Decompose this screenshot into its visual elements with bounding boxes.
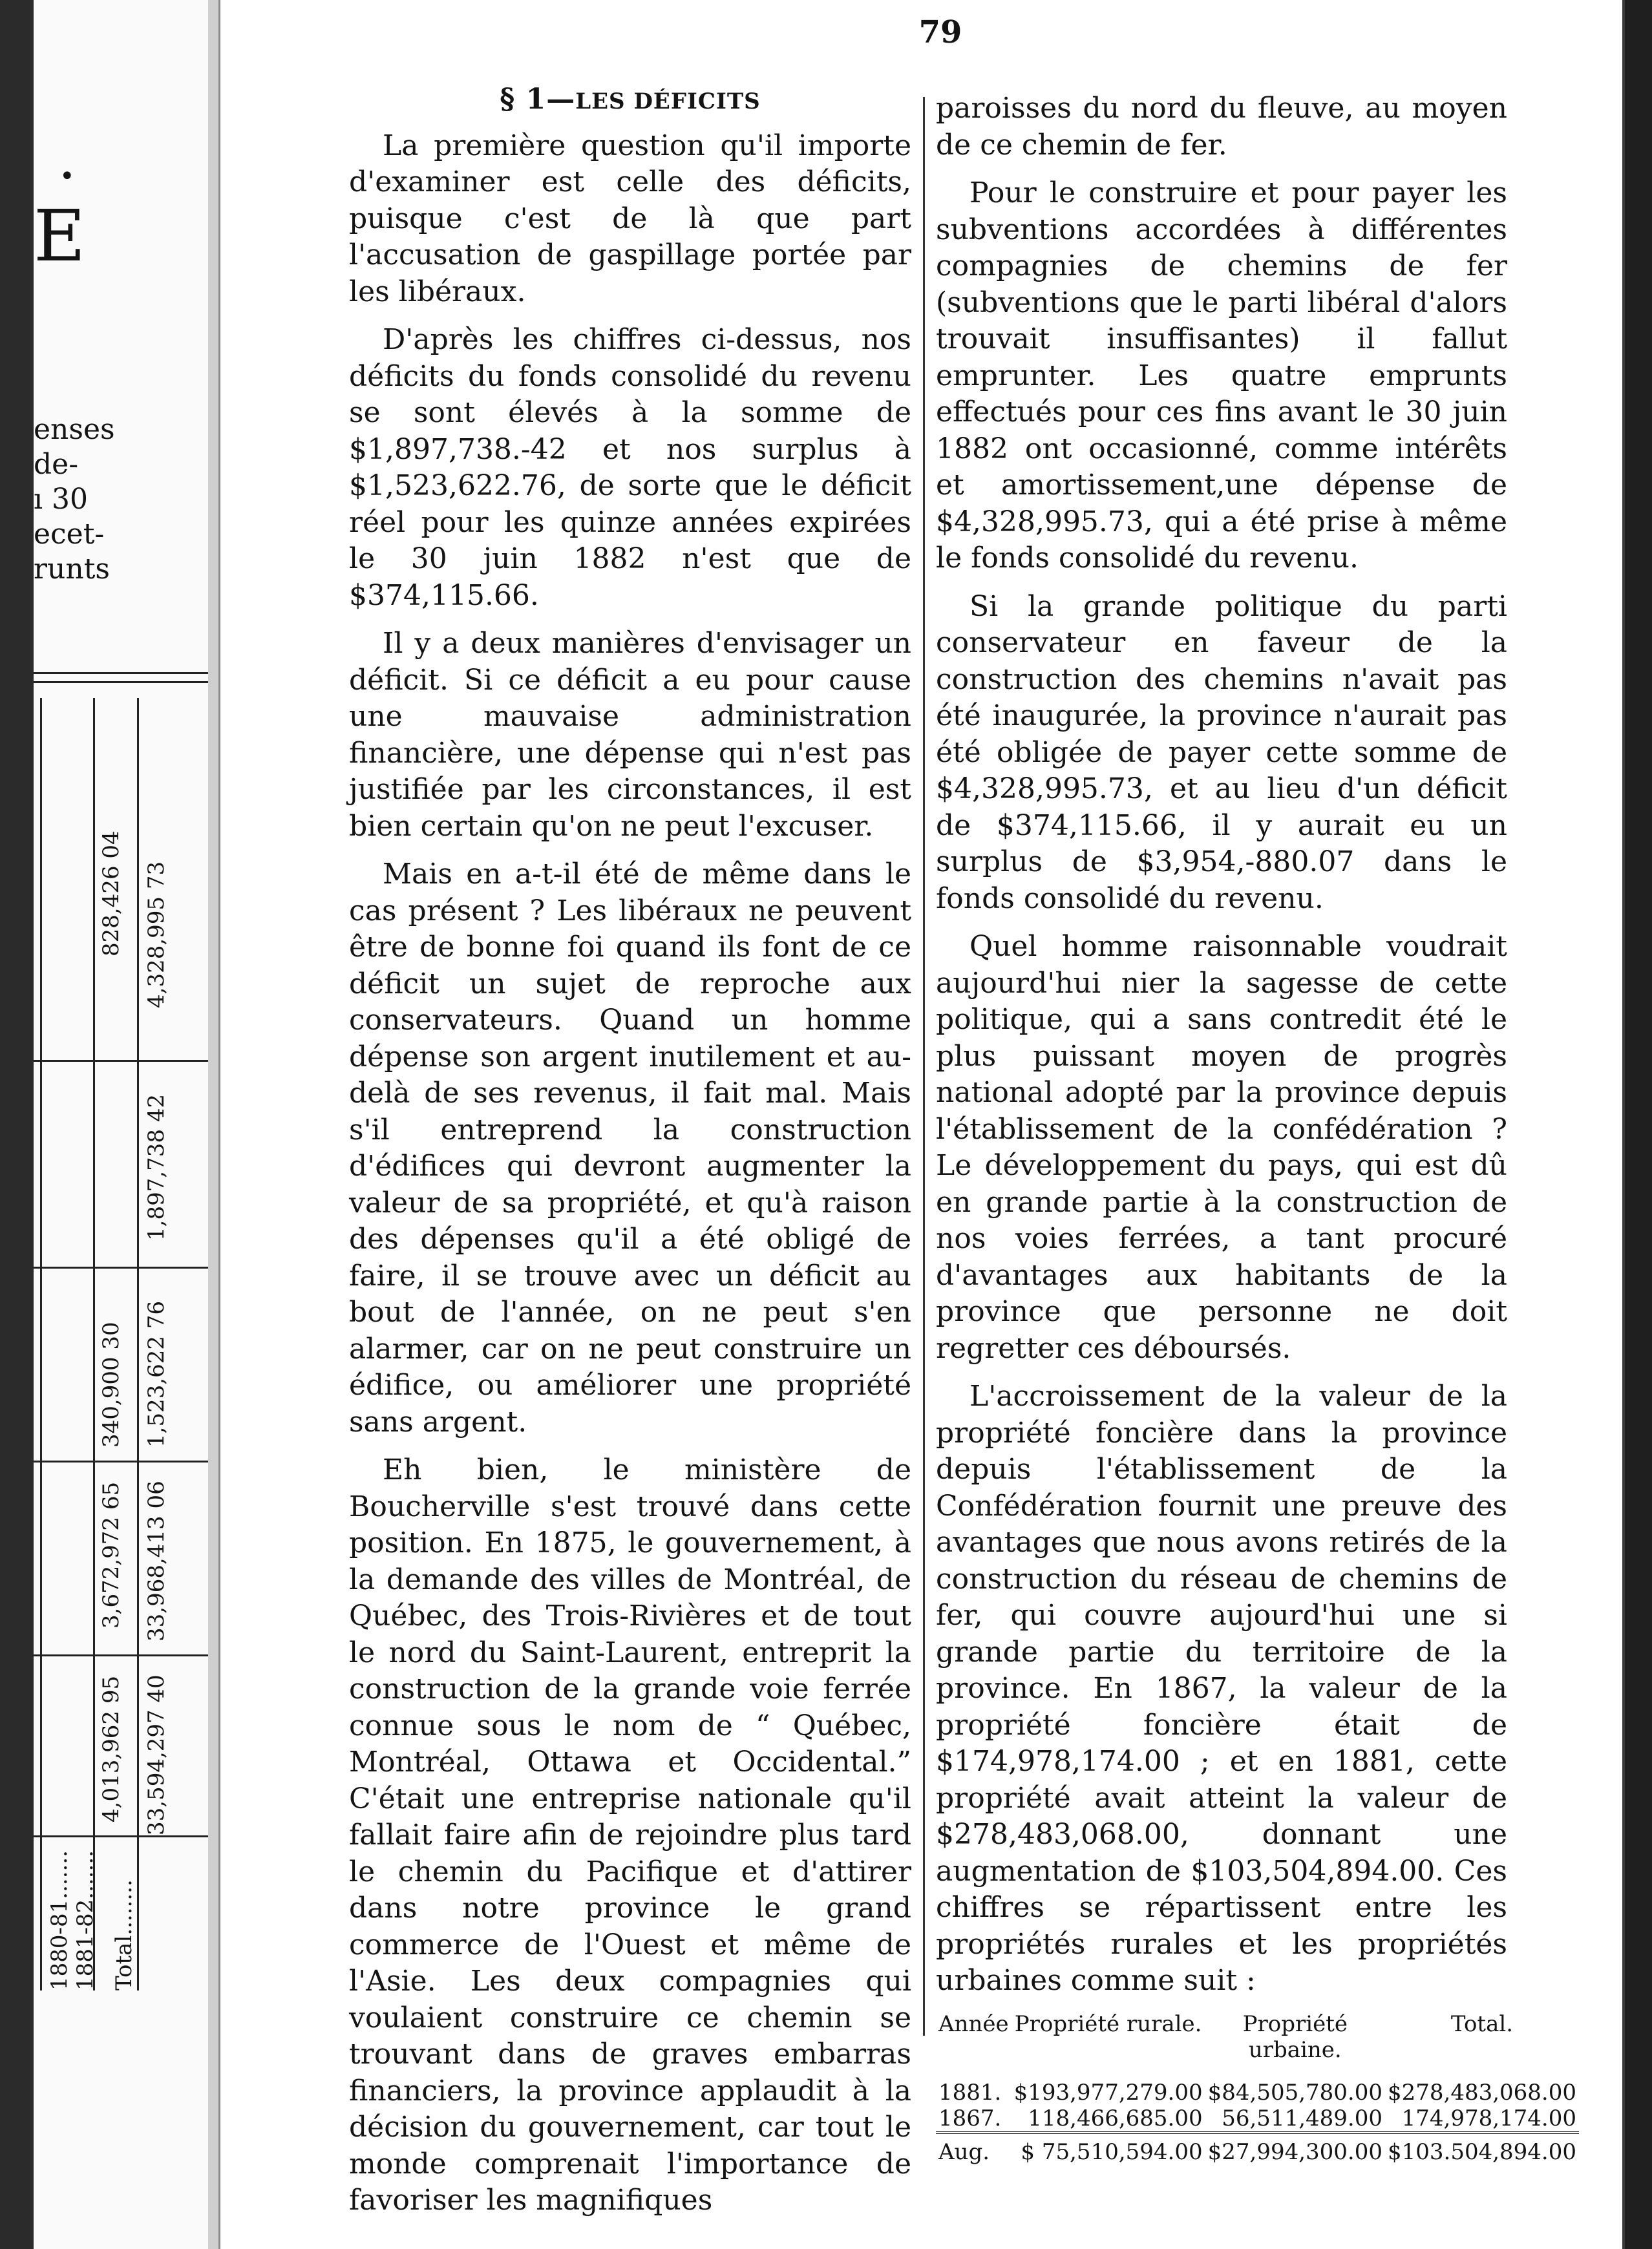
table-row (936, 2106, 1579, 2133)
previous-page-fragment (34, 0, 208, 2249)
paragraph: La première question qu'il importe d'examiner est celle des déficits, puisque c'est de là que part l'accusation de gaspillage portée par les libéraux. (349, 129, 911, 308)
prev-page-vrule (93, 698, 95, 1990)
table-header: Propriété rurale. (1014, 2011, 1202, 2037)
prev-page-rotated-value: 1,897,738 42 (143, 1093, 169, 1241)
section-heading (349, 81, 911, 120)
paragraph: D'après les chiffres ci-dessus, nos déficits du fonds consolidé du revenu se sont élevés à la somme de $1,897,738.-42 et nos surplus à $1,523,622.76, de sorte que le déficit réel pour les quinze années expirées le 30 juin 1882 n'est que de $374,115.66. (349, 323, 911, 612)
prev-page-big-letter: E (34, 195, 86, 277)
right-column (936, 90, 1576, 2165)
prev-page-rotated-value: 340,900 30 (98, 1322, 124, 1448)
table-header: Total. (1450, 2011, 1514, 2037)
table-cell: 1867. (938, 2105, 1002, 2131)
section-title: LES DÉFICITS (575, 89, 761, 114)
table-row (936, 2069, 1579, 2106)
prev-page-rotated-value: 4,013,962 95 (98, 1675, 124, 1822)
prev-page-dot: • (59, 162, 75, 191)
paragraph: Il y a deux manières d'envisager un déficit. Si ce déficit a eu pour cause une mauvaise administration financière, une dépense qui n'est pas justifiée par les circonstances, il est bien certain qu'on ne peut l'excuser. (349, 627, 911, 843)
paragraph: Quel homme raisonnable voudrait aujourd'hui nier la sagesse de cette politique, qui a sans contredit été le plus puissant moyen de progrès national adopté par la province depuis l'établissement de la confédération ? Le développement du pays, qui est dû en grande partie à la construction de nos voies ferrées, a tant procuré d'avantages aux habitants de la province que personne ne doit regretter ces déboursés. (936, 930, 1507, 1365)
prev-page-row-label: Total........ (111, 1879, 137, 1990)
prev-page-rule (34, 1461, 208, 1462)
column-divider (923, 97, 925, 2036)
table-cell: $193,977,279.00 (1013, 2079, 1203, 2106)
table-cell: 56,511,489.00 (1222, 2105, 1382, 2131)
scan-right-margin (1625, 0, 1652, 2249)
table-cell: 174,978,174.00 (1401, 2105, 1576, 2131)
prev-page-rule (34, 672, 208, 674)
prev-page-vrule (40, 698, 42, 1990)
property-value-table (936, 2011, 1579, 2165)
paragraph-continued: paroisses du nord du fleuve, au moyen de ce chemin de fer. (936, 92, 1507, 162)
prev-page-rotated-value: 33,968,413 06 (143, 1481, 169, 1642)
prev-page-rotated-value: 3,672,972 65 (98, 1481, 124, 1629)
prev-page-line: de- (34, 448, 79, 481)
prev-page-rotated-value: 1,523,622 76 (143, 1300, 169, 1448)
prev-page-row-label: 1880-81....... (47, 1850, 72, 1990)
prev-page-rotated-value: 4,328,995 73 (143, 861, 169, 1008)
prev-page-line: ı 30 (34, 483, 89, 516)
prev-page-rule (34, 1654, 208, 1656)
table-cell: $278,483,068.00 (1387, 2079, 1576, 2106)
prev-page-rule (34, 1835, 208, 1837)
table-total-row (936, 2133, 1579, 2165)
prev-page-line: ecet- (34, 518, 105, 551)
prev-page-line: enses (34, 413, 115, 446)
paragraph: Pour le construire et pour payer les subventions accordées à différentes compagnies de chemins de fer (subventions que le parti libéral d'alors trouvait insuffisantes) il fallut emprunter. Les quatre emprunts effectués pour ces fins avant le 30 juin 1882 ont occasionné, comme intérêts et amortissement,une dépense de $4,328,995.73, qui a été prise à même le fonds consolidé du revenu. (936, 176, 1507, 575)
page-binding-rule (218, 0, 220, 2249)
section-number: § 1— (500, 83, 576, 116)
prev-page-row-label: 1881-82....... (72, 1850, 98, 1990)
prev-page-rule (34, 1267, 208, 1269)
scan-left-margin (0, 0, 34, 2249)
prev-page-rotated-value: 33,594,297 40 (143, 1674, 169, 1835)
prev-page-rule (34, 681, 208, 683)
table-cell: $ 75,510,594.00 (1011, 2133, 1205, 2165)
page-binding-shadow (208, 0, 218, 2249)
table-cell: $84,505,780.00 (1207, 2079, 1382, 2106)
table-header: Propriété urbaine. (1242, 2011, 1348, 2063)
table-cell: 1881. (938, 2079, 1002, 2106)
prev-page-rule (34, 1060, 208, 1062)
table-cell: $103.504,894.00 (1385, 2133, 1579, 2165)
paragraph: Si la grande politique du parti conservateur en faveur de la construction des chemins n'avait pas été inaugurée, la province n'aurait pas été obligée de payer cette somme de $4,328,995.73, et au lieu d'un déficit de $374,115.66, il y aurait eu un surplus de $3,954,-880.07 dans le fonds consolidé du revenu. (936, 589, 1507, 915)
prev-page-line: runts (34, 553, 110, 586)
table-cell: Aug. (936, 2133, 1011, 2165)
table-header-row (936, 2011, 1579, 2069)
paragraph: L'accroissement de la valeur de la propriété foncière dans la province depuis l'établissement de la Confédération fournit une preuve des avantages que nous avons retirés de la construction du réseau de chemins de fer, qui couvre aujourd'hui une si grande partie du territoire de la province. En 1867, la valeur de la propriété foncière était de $174,978,174.00 ; et en 1881, cette propriété avait atteint la valeur de $278,483,068.00, donnant une augmentation de $103,504,894.00. Ces chiffres se répartissent entre les propriétés rurales et les propriétés urbaines comme suit : (936, 1380, 1507, 1997)
table-cell: 118,466,685.00 (1028, 2105, 1203, 2131)
table-header: Année (938, 2011, 1009, 2037)
left-column (349, 81, 911, 2219)
paragraph: Mais en a-t-il été de même dans le cas présent ? Les libéraux ne peuvent être de bonne foi quand ils font de ce déficit un sujet de reproche aux conservateurs. Quand un homme dépense son argent inutilement et au-delà de ses revenus, il fait mal. Mais s'il entreprend la construction d'édifices qui devront augmenter la valeur de sa propriété, et qu'à raison des dépenses qu'il a été obligé de faire, il se trouve avec un déficit au bout de l'année, on ne peut s'en alarmer, car on ne peut construire un édifice, ou améliorer une propriété sans argent. (349, 858, 911, 1439)
paragraph: Eh bien, le ministère de Boucherville s'est trouvé dans cette position. En 1875, le gouvernement, à la demande des villes de Montréal, de Québec, des Trois-Rivières et de tout le nord du Saint-Laurent, entreprit la construction de la grande voie ferrée connue sous le nom de “ Québec, Montréal, Ottawa et Occidental.” C'était une entreprise nationale qu'il fallait faire afin de rejoindre plus tard le chemin du Pacifique et d'attirer dans notre province le grand commerce de l'Ouest et même de l'Asie. Les deux compagnies qui voulaient construire ce chemin se trouvant dans de graves embarras financiers, la province applaudit à la décision du gouvernement, car tout le monde comprenait l'importance de favoriser les magnifiques (349, 1453, 911, 2217)
prev-page-vrule (137, 698, 139, 1990)
table-cell: $27,994,300.00 (1205, 2133, 1385, 2165)
prev-page-rotated-value: 828,426 04 (98, 830, 124, 956)
page-number: 79 (918, 14, 962, 50)
